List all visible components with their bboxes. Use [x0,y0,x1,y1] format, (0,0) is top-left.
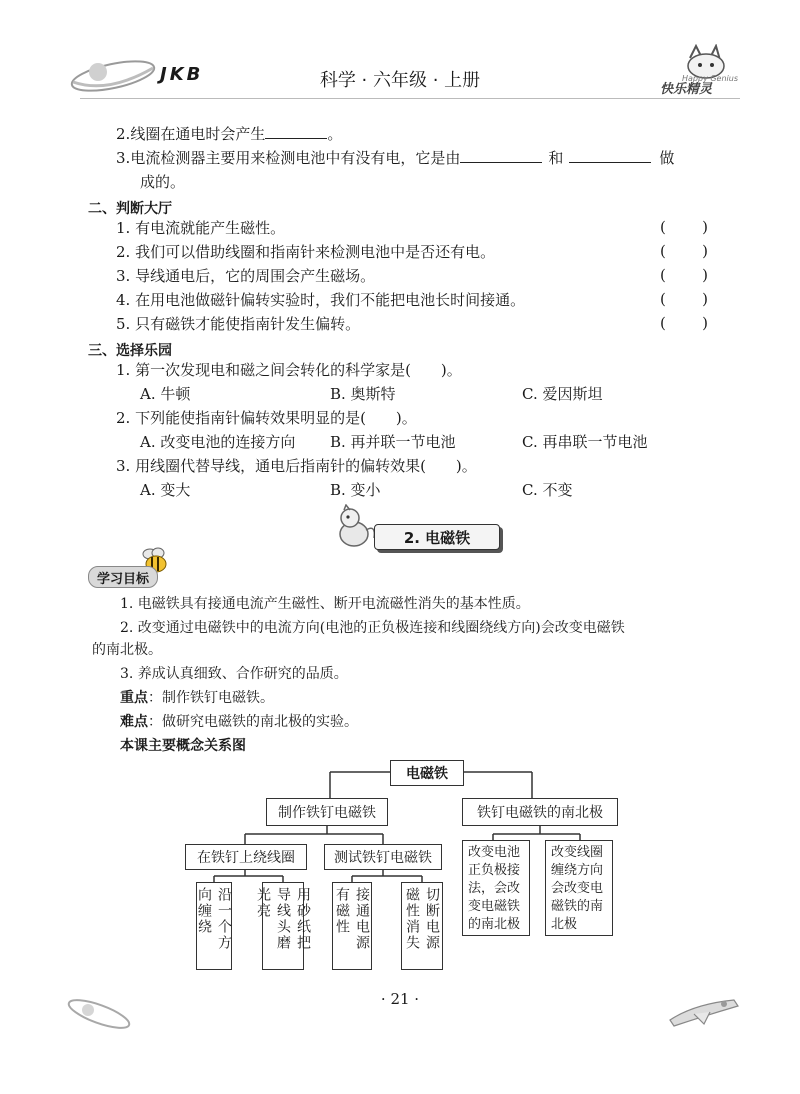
concept-node-wind-coil: 在铁钉上绕线圈 [185,844,307,870]
lesson-title: 2. 电磁铁 [403,528,471,547]
choice-option-a: A. 变大 [140,481,191,499]
fill-question-2: 2.线圈在通电时会产生 。 [116,125,343,143]
answer-paren: ( ) [660,266,708,284]
judge-item-4: 4. 在用电池做磁针偏转实验时，我们不能把电池长时间接通。 [116,291,526,309]
concept-leaf-power-on: 接通电源有磁性 [332,882,372,970]
choice-option-c: C. 再串联一节电池 [522,433,648,451]
goal-2: 2. 改变通过电磁铁中的电流方向(电池的正负极连接和线圈绕线方向)会改变电磁铁 [120,620,625,636]
choice-option-b: B. 再并联一节电池 [330,433,456,451]
goal-1: 1. 电磁铁具有接通电流产生磁性、断开电流磁性消失的基本性质。 [120,596,530,612]
difficult-point: 难点：做研究电磁铁的南北极的实验。 [120,714,358,730]
concept-node-poles: 铁钉电磁铁的南北极 [462,798,618,826]
judge-item-1: 1. 有电流就能产生磁性。 [116,219,286,237]
goal-2-cont: 的南北极。 [92,642,162,658]
concept-leaf-power-off: 切断电源磁性消失 [401,882,443,970]
choice-question-3: 3. 用线圈代替导线，通电后指南针的偏转效果( )。 [116,457,477,475]
answer-paren: ( ) [660,218,708,236]
judge-item-2: 2. 我们可以借助线圈和指南针来检测电池中是否还有电。 [116,243,496,261]
concept-root-node: 电磁铁 [390,760,464,786]
footer-swoosh-icon [64,994,134,1034]
fill-question-3: 3.电流检测器主要用来检测电池中有没有电，它是由 和 做 [116,149,675,167]
goals-label: 学习目标 [88,566,158,588]
concept-leaf-wind-direction: 沿一个方向缠绕 [196,882,232,970]
choice-option-c: C. 爱因斯坦 [522,385,603,403]
answer-paren: ( ) [660,242,708,260]
choice-option-a: A. 牛顿 [140,385,191,403]
key-point: 重点：制作铁钉电磁铁。 [120,690,274,706]
section-title-choice: 三、选择乐园 [88,343,172,359]
concept-node-test-magnet: 测试铁钉电磁铁 [324,844,442,870]
concept-map-title: 本课主要概念关系图 [120,738,246,754]
choice-option-c: C. 不变 [522,481,573,499]
choice-question-1: 1. 第一次发现电和磁之间会转化的科学家是( )。 [116,361,462,379]
page-number: · 21 · [380,990,420,1008]
concept-leaf-sand-wire: 用砂纸把导线头磨光亮 [262,882,304,970]
concept-node-make-magnet: 制作铁钉电磁铁 [266,798,388,826]
choice-question-2: 2. 下列能使指南针偏转效果明显的是( )。 [116,409,417,427]
judge-item-3: 3. 导线通电后，它的周围会产生磁场。 [116,267,376,285]
fill-question-3-cont: 成的。 [140,173,186,191]
mascot-text-en: Happy Genius [682,74,739,83]
choice-option-b: B. 变小 [330,481,381,499]
concept-node-coil-direction: 改变线圈缠绕方向会改变电磁铁的南北极 [545,840,613,936]
concept-node-battery-direction: 改变电池正负极接法，会改变电磁铁的南北极 [462,840,530,936]
answer-paren: ( ) [660,290,708,308]
section-title-judge: 二、判断大厅 [88,201,172,217]
choice-option-a: A. 改变电池的连接方向 [140,433,296,451]
page-header-title: 科学 · 六年级 · 上册 [319,70,481,91]
goal-3: 3. 养成认真细致、合作研究的品质。 [120,666,348,682]
brand-logo: JKB [160,64,204,85]
answer-paren: ( ) [660,314,708,332]
mascot-text: 快乐精灵 [660,82,713,97]
footer-rocket-icon [664,990,744,1034]
judge-item-5: 5. 只有磁铁才能使指南针发生偏转。 [116,315,361,333]
choice-option-b: B. 奥斯特 [330,385,396,403]
